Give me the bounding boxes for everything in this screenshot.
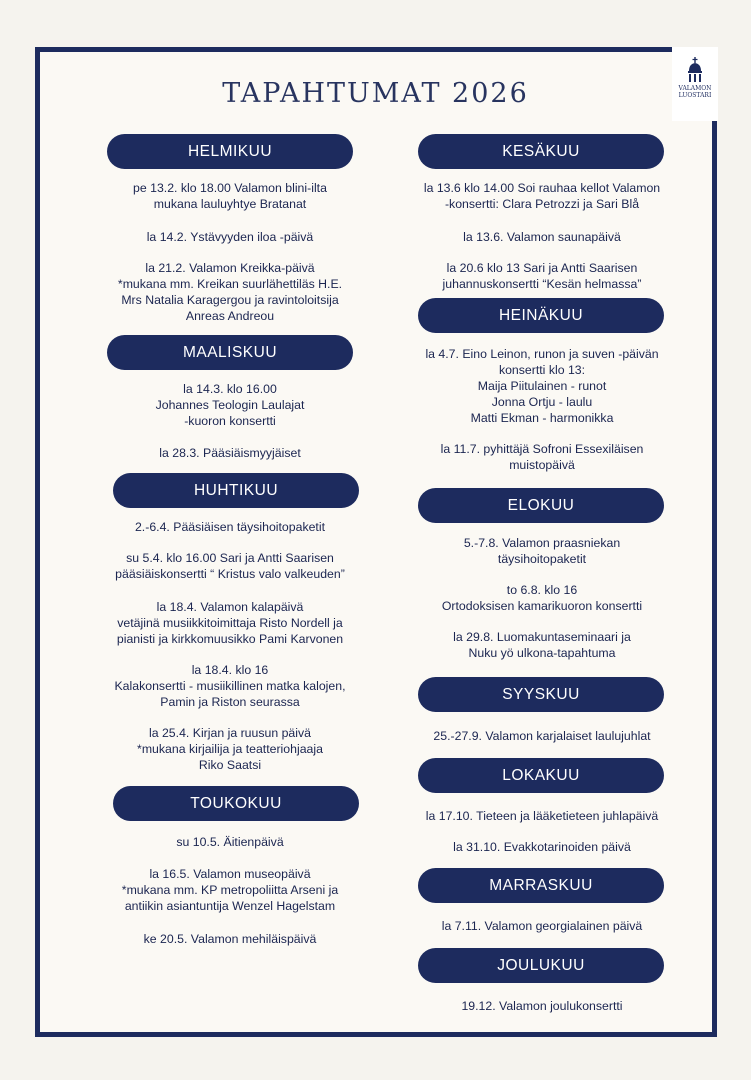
event-huhtikuu-3: la 18.4. Valamon kalapäivä vetäjinä musiikkitoimittaja Risto Nordell ja pianisti ja kirkkomuusikko Pami Karvonen bbox=[116, 600, 344, 646]
month-header-maaliskuu: MAALISKUU bbox=[107, 335, 353, 370]
month-header-marraskuu: MARRASKUU bbox=[418, 868, 664, 903]
event-lokakuu-2: la 31.10. Evakkotarinoiden päivä bbox=[453, 840, 631, 854]
event-joulukuu-1: 19.12. Valamon joulukonsertti bbox=[461, 999, 623, 1013]
event-kesakuu-3: la 20.6 klo 13 Sari ja Antti Saarisen juhannuskonsertti “Kesän helmassa” bbox=[442, 261, 642, 291]
event-toukokuu-3: ke 20.5. Valamon mehiläispäivä bbox=[143, 932, 317, 946]
month-header-joulukuu: JOULUKUU bbox=[418, 948, 664, 983]
month-header-heinakuu: HEINÄKUU bbox=[418, 298, 664, 333]
event-kesakuu-1: la 13.6 klo 14.00 Soi rauhaa kellot Valamon -konsertti: Clara Petrozzi ja Sari Blå bbox=[423, 181, 661, 211]
event-elokuu-3: la 29.8. Luomakuntaseminaari ja Nuku yö ulkona-tapahtuma bbox=[453, 630, 631, 660]
monastery-dome-icon bbox=[684, 57, 706, 83]
event-syyskuu-1: 25.-27.9. Valamon karjalaiset laulujuhlat bbox=[433, 729, 651, 743]
event-heinakuu-1: la 4.7. Eino Leinon, runon ja suven -päivän konsertti klo 13: Maija Piitulainen - runot Jonna Ortju - laulu Matti Ekman - harmonikka bbox=[425, 347, 659, 425]
valamo-logo bbox=[672, 47, 718, 121]
event-huhtikuu-2: su 5.4. klo 16.00 Sari ja Antti Saarisen pääsiäiskonsertti “ Kristus valo valkeuden” bbox=[115, 551, 345, 581]
event-toukokuu-2: la 16.5. Valamon museopäivä *mukana mm. KP metropoliitta Arseni ja antiikin asiantuntija Wenzel Hagelstam bbox=[121, 867, 339, 913]
event-maaliskuu-2: la 28.3. Pääsiäismyyjäiset bbox=[159, 446, 301, 460]
event-maaliskuu-1: la 14.3. klo 16.00 Johannes Teologin Laulajat -kuoron konsertti bbox=[155, 382, 305, 428]
event-huhtikuu-5: la 25.4. Kirjan ja ruusun päivä *mukana kirjailija ja teatteriohjaaja Riko Saatsi bbox=[137, 726, 323, 772]
event-helmikuu-1: pe 13.2. klo 18.00 Valamon blini-ilta mukana lauluyhtye Bratanat bbox=[133, 181, 327, 211]
month-header-syyskuu: SYYSKUU bbox=[418, 677, 664, 712]
event-marraskuu-1: la 7.11. Valamon georgialainen päivä bbox=[441, 919, 643, 933]
event-huhtikuu-4: la 18.4. klo 16 Kalakonsertti - musiikillinen matka kalojen, Pamin ja Riston seurassa bbox=[114, 663, 346, 709]
event-heinakuu-2: la 11.7. pyhittäjä Sofroni Essexiläisen muistopäivä bbox=[440, 442, 644, 472]
event-kesakuu-2: la 13.6. Valamon saunapäivä bbox=[463, 230, 621, 244]
page-title: TAPAHTUMAT 2026 bbox=[222, 78, 529, 109]
event-elokuu-1: 5.-7.8. Valamon praasniekan täysihoitopaketit bbox=[463, 536, 621, 566]
event-huhtikuu-1: 2.-6.4. Pääsiäisen täysihoitopaketit bbox=[134, 520, 326, 534]
event-helmikuu-3: la 21.2. Valamon Kreikka-päivä *mukana mm. Kreikan suurlähettiläs H.E. Mrs Natalia Karagergou ja ravintoloitsija Anreas Andreou bbox=[117, 261, 343, 323]
month-header-elokuu: ELOKUU bbox=[418, 488, 664, 523]
event-toukokuu-1: su 10.5. Äitienpäivä bbox=[176, 835, 284, 849]
logo-line-1: VALAMON bbox=[678, 85, 712, 92]
event-helmikuu-2: la 14.2. Ystävyyden iloa -päivä bbox=[146, 230, 314, 244]
event-elokuu-2: to 6.8. klo 16 Ortodoksisen kamarikuoron konsertti bbox=[441, 583, 643, 613]
month-header-kesakuu: KESÄKUU bbox=[418, 134, 664, 169]
month-header-helmikuu: HELMIKUU bbox=[107, 134, 353, 169]
event-lokakuu-1: la 17.10. Tieteen ja lääketieteen juhlapäivä bbox=[425, 809, 659, 823]
month-header-toukokuu: TOUKOKUU bbox=[113, 786, 359, 821]
logo-line-2: LUOSTARI bbox=[678, 92, 712, 99]
logo-wordmark bbox=[679, 85, 712, 99]
month-header-lokakuu: LOKAKUU bbox=[418, 758, 664, 793]
month-header-huhtikuu: HUHTIKUU bbox=[113, 473, 359, 508]
